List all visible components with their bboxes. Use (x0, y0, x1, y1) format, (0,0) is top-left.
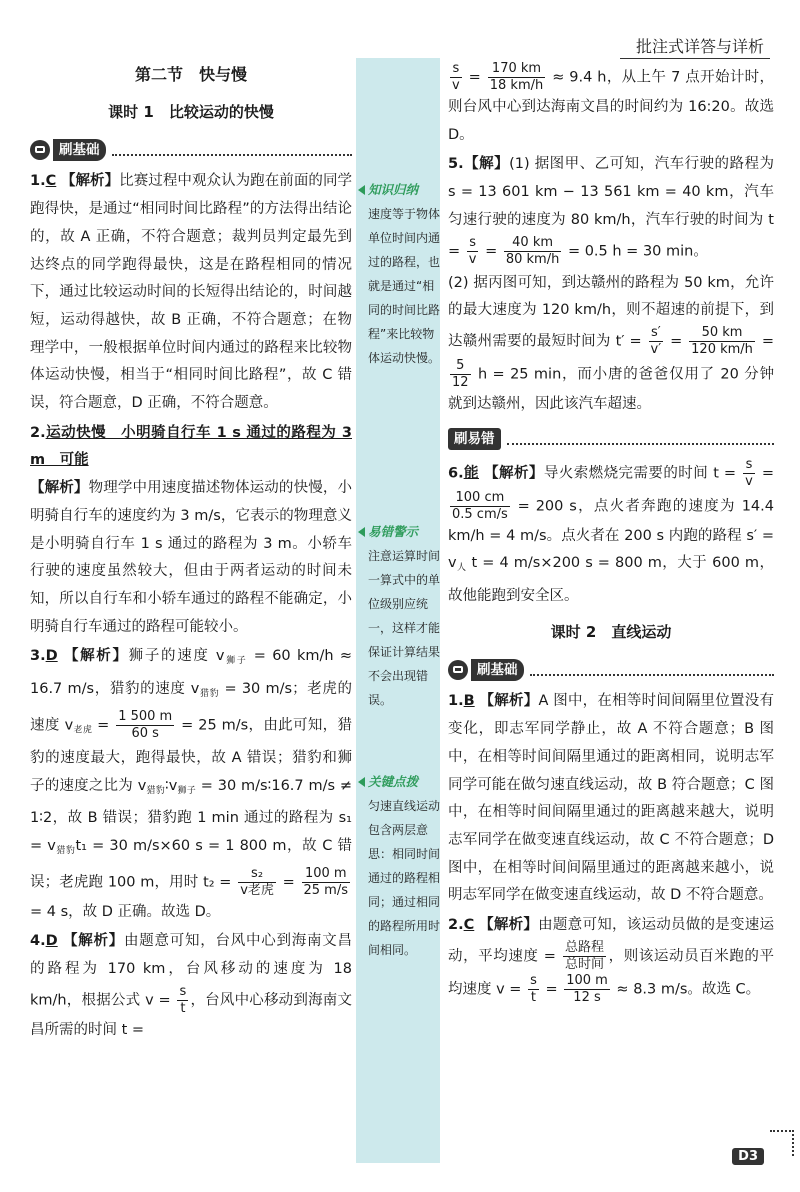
text: = (277, 874, 300, 891)
fraction: $\frac{s}{v}$ (745, 456, 753, 489)
note-body: 速度等于物体单位时间内通过的路程，也就是通过“相同的时间比路程”来比较物体运动快慢。 (368, 207, 441, 365)
analysis-tag: 【解析】 (479, 693, 539, 710)
text: ≈ 9.4 h，从上午 7 点开始计时，则台风中心到达海南文昌的时间约为 16:20。故选 D。 (448, 69, 774, 143)
text: = 30 m/s∶16.7 m/s ≠ 1∶2，故 B 错误；猎豹跑 1 min 通过的路程为 s₁ = v (30, 777, 352, 855)
note-head: 知识归纳 (358, 178, 442, 202)
question-number: 4. (30, 933, 46, 950)
lesson-2-question-1 (448, 688, 774, 910)
lesson-2-title: 课时 2 直线运动 (550, 622, 672, 641)
question-4 (30, 928, 352, 1044)
lesson-1-title: 课时 1 比较运动的快慢 (108, 102, 274, 121)
question-number: 2. (448, 917, 464, 934)
fraction: $\frac{40 km}{80 km/h}$ (505, 234, 560, 267)
section-title: 第二节 快与慢 (134, 65, 247, 84)
answer: D (45, 933, 58, 950)
text: = (480, 243, 502, 260)
text: = 0.5 h = 30 min。 (563, 243, 708, 260)
subscript: 狮子 (177, 785, 196, 796)
fraction: $\frac{100 m}{25 m/s}$ (303, 865, 348, 898)
text: = 200 s，点火者奔跑的速度为 14.4 km/h = 4 m/s。点火者在 200 s 内跑的路程 s′ = v (448, 498, 774, 572)
header-title: 批注式详答与详析 (635, 37, 764, 56)
answer: D (45, 648, 58, 665)
text: (2) 据丙图可知，到达赣州的路程为 50 km，允许的最大速度为 120 km/h，则不超速的前提下，到达赣州需要的最短时间为 t′ = (448, 274, 774, 350)
question-number: 1. (30, 173, 46, 190)
corner-decoration (770, 1130, 794, 1156)
analysis-text: 物理学中用速度描述物体运动的快慢，小明骑自行车的速度约为 3 m/s，它表示的物理意义是小明骑自行车 1 s 通过的路程为 3 m。小轿车行驶的速度虽然较大，但由于两者运动的时间未知，所以自行车和小轿车通过的路程不能确定，小明骑自行车通过的路程可能较小。 (30, 480, 353, 635)
fraction: $\frac{170 km}{18 km/h}$ (489, 61, 544, 93)
note-body: 匀速直线运动包含两层意思：相同时间通过的路程相同；通过相同的路程所用时间相同。 (368, 799, 441, 957)
subscript: 猎豹 (146, 785, 165, 796)
pencil-icon (30, 140, 50, 160)
basic-bar (30, 136, 352, 164)
text: (1) 据图甲、乙可知，汽车行驶的路程为 s = 13 601 km − 13 561 km = 40 km，汽车匀速行驶的速度为 80 km/h，汽车行驶的时间为 t = (448, 156, 774, 260)
text: = (540, 981, 563, 998)
analysis-tag: 【解析】 (479, 917, 539, 934)
fraction: $\frac{1 500 m}{60 s}$ (118, 708, 173, 741)
question-number: 1. (448, 693, 464, 710)
subscript: 老虎 (73, 725, 93, 736)
question-number: 3. (30, 648, 46, 665)
fraction: $\frac{\text{s₂}}{\text{v老虎}}$ (240, 865, 274, 898)
text: ，则该运动员百米跑的平均速度 v = (448, 948, 774, 998)
pencil-icon (448, 660, 468, 680)
answer: C (45, 173, 57, 190)
text: = (756, 333, 774, 350)
analysis-tag: 【解析】 (63, 933, 125, 950)
text: 由题意可知，台风中心到海南文昌的路程为 170 km，台风移动的速度为 18 km/h，根据公式 v = (30, 933, 353, 1009)
question-6 (448, 457, 774, 611)
fraction: $\frac{s}{t}$ (179, 983, 187, 1016)
subscript: 人 (456, 563, 467, 574)
text: = (665, 333, 688, 350)
analysis-tag: 【解析】 (63, 648, 129, 665)
text: = (92, 717, 115, 734)
bar-label: 刷基础 (471, 659, 524, 681)
fraction: $\frac{5}{12}$ (452, 357, 469, 390)
basic-bar-2 (448, 656, 774, 684)
answer: 运动快慢 小明骑自行车 1 s 通过的路程为 3 m 可能 (30, 424, 352, 469)
question-4-continued (448, 61, 774, 149)
lesson-2-question-2 (448, 912, 774, 1006)
fraction: $\frac{100 cm}{0.5 cm/s}$ (452, 489, 508, 522)
answer: 能 (463, 465, 479, 482)
text: = (463, 69, 486, 86)
analysis-text: A 图中，在相等时间间隔里位置没有变化，即志军同学静止，故 A 不符合题意；B 图中，在相等时间间隔里通过的距离相同，说明志军同学可能在做匀速直线运动，故 B 符合题意；C 图中，在相等时间间隔里通过的距离越来越大，说明志军同学在做变速直线运动，故 C 不符合题意；D 图中，在相等时间间隔里通过的距离越来越小，说明志军同学在做变速直线运动，故 D 不符合题意。 (448, 693, 774, 904)
text: 由题意可知，该运动员做的是变速运动，平均速度 = (448, 917, 775, 965)
question-number: 6. (448, 465, 464, 482)
note-error (358, 520, 442, 712)
fraction: $\frac{s}{t}$ (530, 972, 537, 1005)
note-head: 关键点拨 (358, 770, 442, 794)
left-column (30, 55, 352, 1047)
text: = 4 s，故 D 正确。故选 D。 (30, 903, 221, 920)
text: 导火索燃烧完需要的时间 t = (543, 465, 742, 482)
text: = (756, 465, 775, 482)
text: ≈ 8.3 m/s。故选 C。 (611, 981, 761, 998)
answer: C (463, 917, 475, 934)
fraction: $\frac{100 m}{12 s}$ (566, 972, 608, 1005)
text: = 60 km/h ≈ 16.7 m/s，猎豹的速度 v (30, 648, 352, 698)
question-5-part-2 (448, 270, 774, 419)
text: h = 25 min，而小唐的爸爸仅用了 20 分钟就到达赣州，因此该汽车超速。 (448, 366, 774, 412)
text: ∶v (164, 777, 178, 794)
bar-label: 刷基础 (53, 139, 106, 161)
fraction: $\frac{\text{总路程}}{\text{总时间}}$ (565, 939, 605, 972)
bar-label: 刷易错 (448, 428, 501, 450)
fraction: $\frac{50 km}{120 km/h}$ (691, 324, 753, 357)
text: = 25 m/s，由此可知，猎豹的速度最大，跑得最快，故 A 错误；猎豹和狮子的速度之比为 v (30, 717, 352, 794)
subscript: 猎豹 (55, 846, 76, 857)
text: t = 4 m/s×200 s = 800 m，大于 600 m，故他能跑到安全区。 (448, 555, 774, 605)
analysis-tag: 【解析】 (60, 173, 120, 190)
text: = 30 m/s；老虎的速度 v (30, 681, 352, 734)
fraction: $\frac{s}{v}$ (452, 61, 460, 93)
analysis-text: 比赛过程中观众认为跑在前面的同学跑得快，是通过“相同时间比路程”的方法得出结论的，故 A 正确，不符合题意；裁判员判定最先到达终点的同学跑得最快，这是在路程相同的情况下，通过比较运动时间的长短得出结论的，时间越短，运动得越快，故 B 正确，不符合题意；在物理学中，一般根据单位时间内通过的路程来比较物体运动快慢，相当于“相同时间比路程”，故 C 错误，符合题意，D 正确，不符合题意。 (30, 173, 353, 412)
note-key (358, 770, 442, 962)
subscript: 狮子 (224, 656, 248, 667)
text: ，台风中心移动到海南文昌所需的时间 t = (30, 992, 352, 1038)
question-2 (30, 420, 352, 642)
page-number: D3 (732, 1148, 764, 1165)
note-head: 易错警示 (358, 520, 442, 544)
analysis-tag: 【解析】 (30, 480, 89, 497)
right-column (448, 55, 774, 1008)
question-number: 5. (448, 156, 464, 173)
text: t₁ = 30 m/s×60 s = 1 800 m，故 C 错误；老虎跑 100 m，用时 t₂ = (30, 838, 352, 891)
question-3 (30, 643, 352, 926)
divider (530, 664, 775, 676)
divider (112, 144, 353, 156)
text: 狮子的速度 v (128, 648, 225, 665)
divider (507, 433, 775, 445)
subscript: 猎豹 (199, 689, 220, 700)
error-bar (448, 425, 774, 453)
note-body: 注意运算时间一算式中的单位级别应统一，这样才能保证计算结果不会出现错误。 (368, 549, 441, 707)
analysis-tag: 【解】 (463, 156, 510, 173)
fraction: $\frac{s}{v}$ (468, 234, 477, 267)
question-1 (30, 168, 352, 417)
note-knowledge (358, 178, 442, 370)
answer: B (463, 693, 475, 710)
fraction: $\frac{s'}{v'}$ (650, 324, 662, 357)
question-number: 2. (30, 424, 46, 441)
question-5 (448, 151, 774, 267)
analysis-tag: 【解析】 (484, 465, 544, 482)
